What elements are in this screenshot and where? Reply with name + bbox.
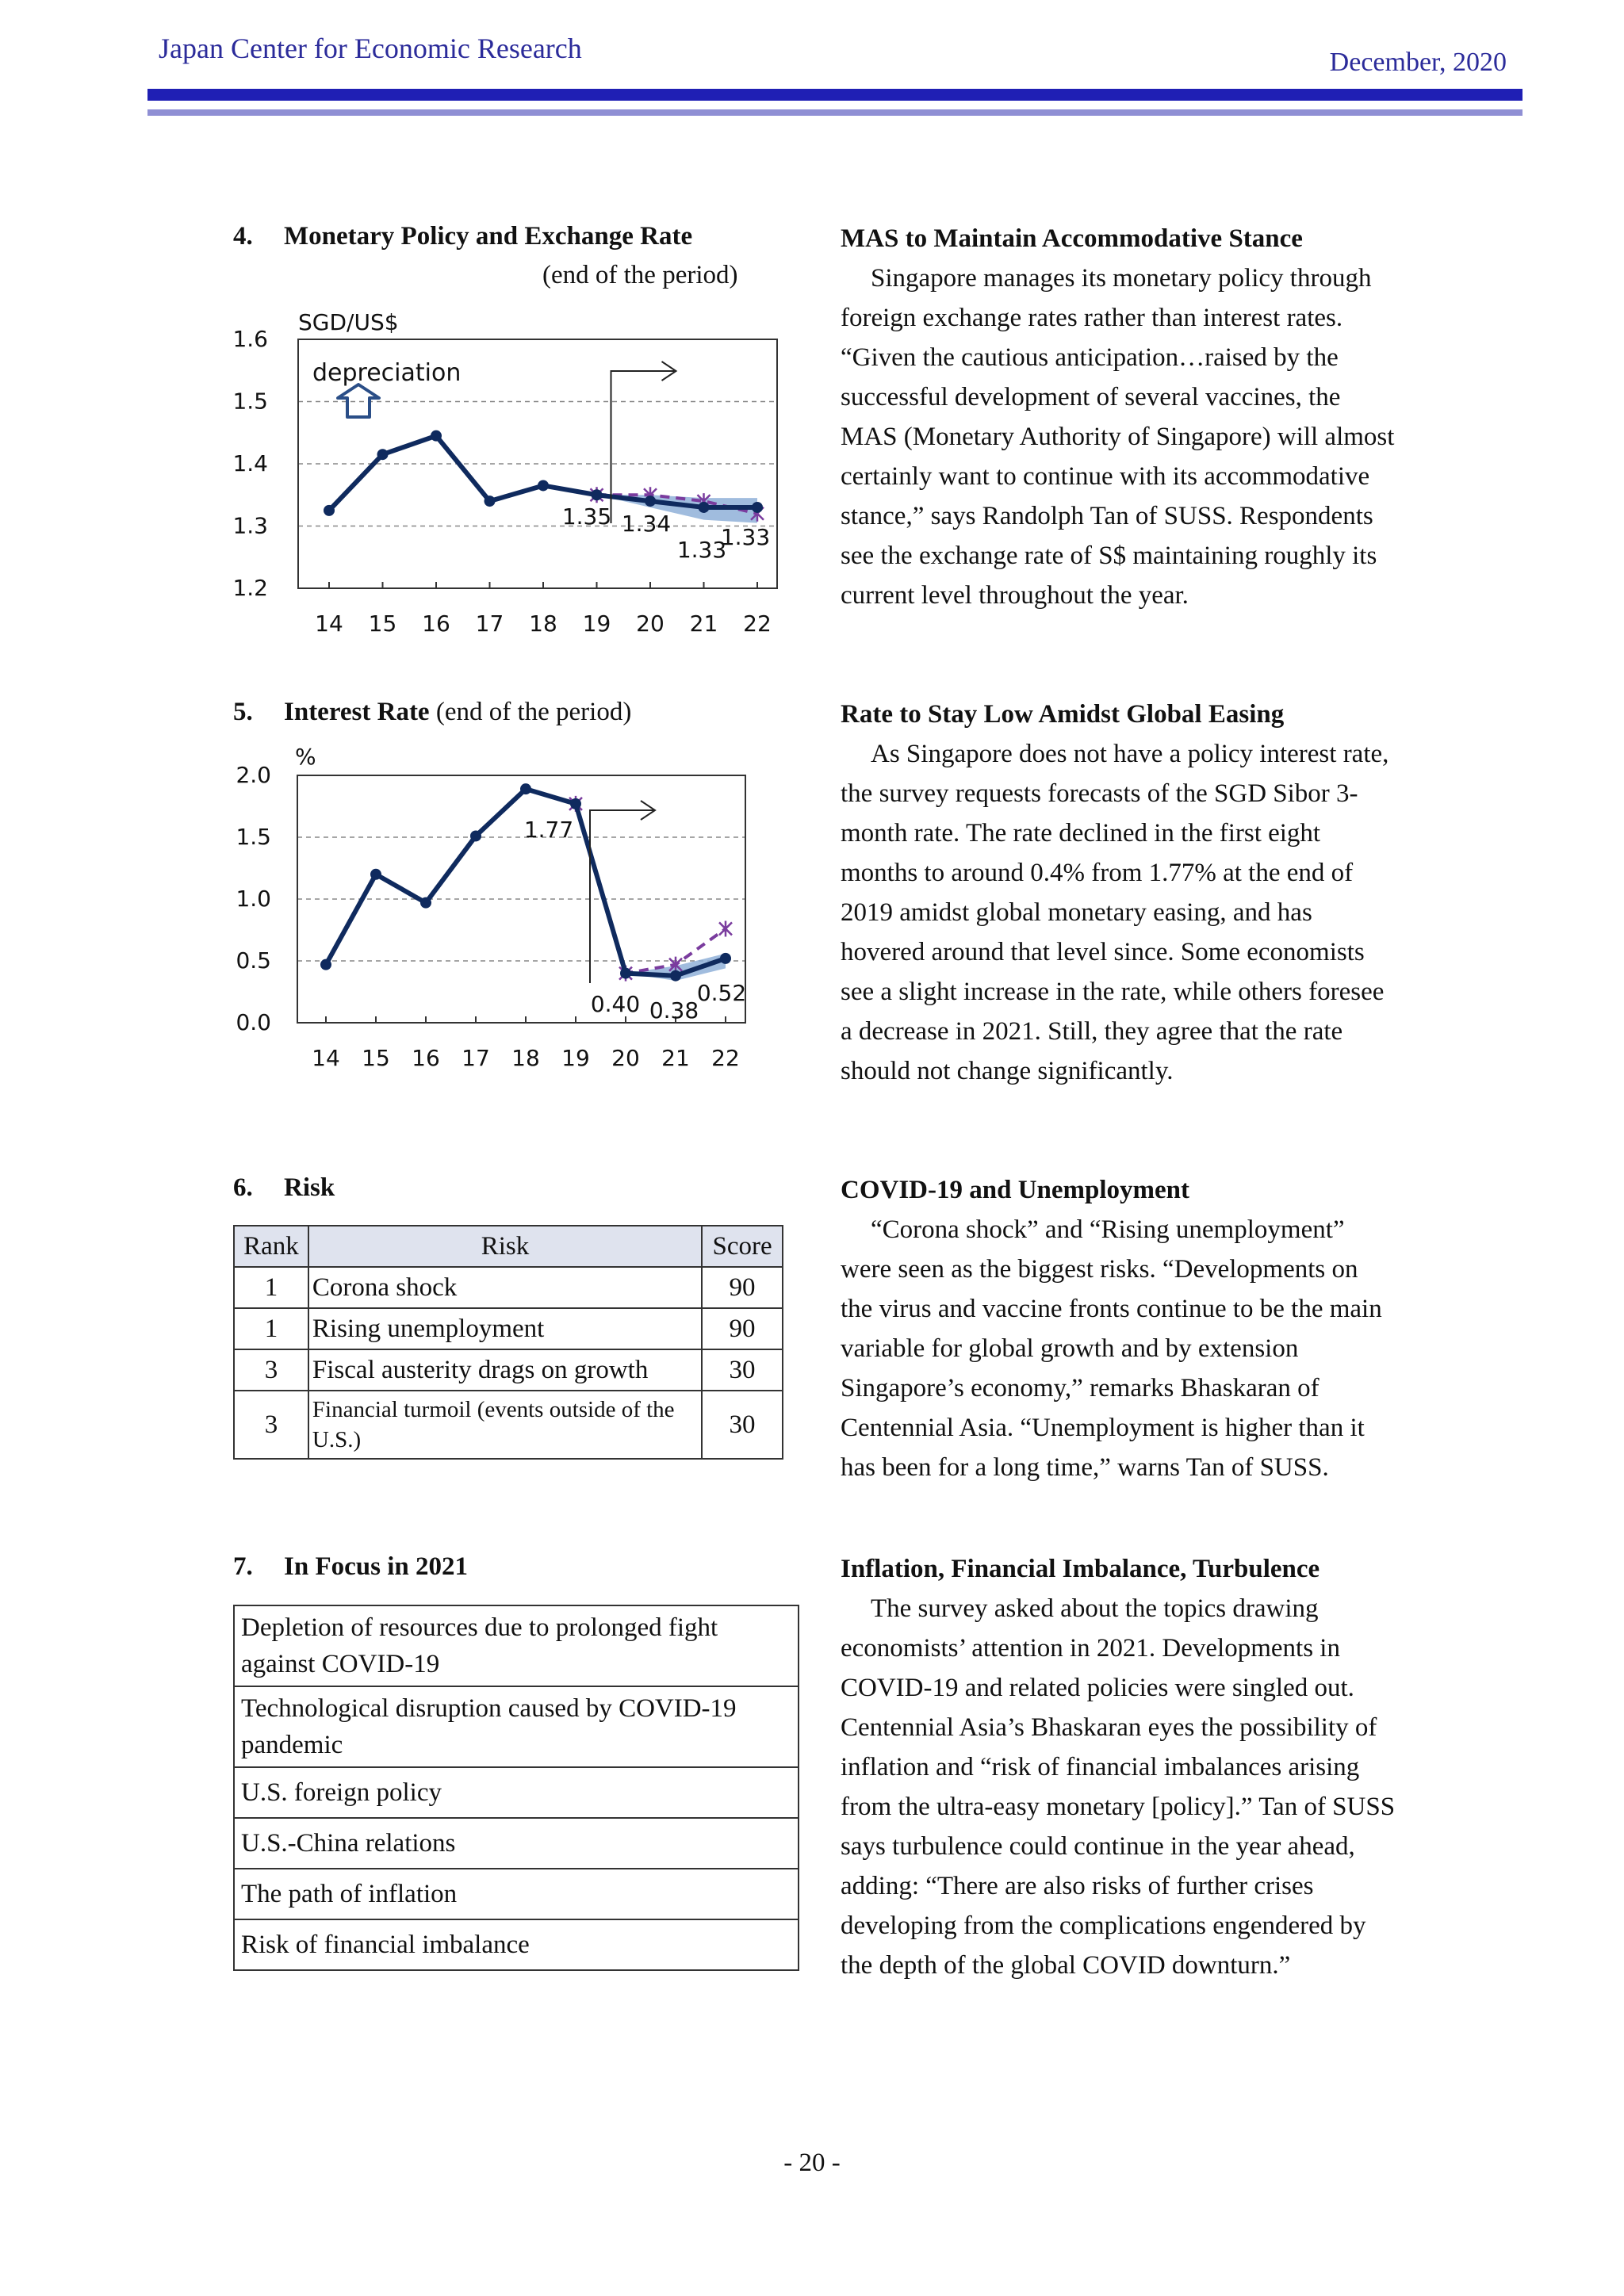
table-row — [234, 1605, 799, 1686]
data-label: 1.33 — [676, 537, 727, 563]
actual-point — [370, 869, 381, 880]
table-row — [234, 1767, 799, 1818]
up-arrow-icon — [338, 385, 379, 417]
focus-item: Risk of financial imbalance — [234, 1919, 799, 1970]
focus-item: Depletion of resources due to prolonged fight against COVID-19 — [234, 1605, 799, 1686]
y-tick-label: 0.0 — [236, 1009, 271, 1035]
data-label: 1.33 — [720, 524, 771, 550]
risk-score: 30 — [702, 1391, 783, 1459]
actual-point — [320, 959, 331, 970]
section-5-title — [233, 698, 631, 727]
y-tick-label: 1.4 — [232, 450, 268, 476]
data-label: 1.77 — [523, 817, 574, 843]
table-row — [234, 1818, 799, 1869]
risk-score: 90 — [702, 1267, 783, 1308]
y-tick-label: 2.0 — [236, 762, 271, 788]
article-covid-heading: COVID-19 and Unemployment — [841, 1176, 1190, 1204]
focus-item: U.S.-China relations — [234, 1818, 799, 1869]
risk-table — [233, 1225, 783, 1460]
x-tick-label: 14 — [312, 1045, 340, 1071]
risk-header-score: Score — [702, 1226, 783, 1267]
actual-point — [645, 496, 656, 507]
actual-point — [420, 897, 431, 909]
y-tick-label: 1.0 — [236, 886, 271, 912]
header-rule-thick — [147, 89, 1522, 101]
x-tick-label: 17 — [475, 610, 504, 637]
y-tick-label: 1.5 — [236, 824, 271, 850]
actual-point — [670, 970, 681, 982]
table-row — [234, 1869, 799, 1919]
article-covid-body: “Corona shock” and “Rising unemployment” were seen as the biggest risks. “Developments on the virus and vaccine fronts continue to be the main variable for global growth and by extension Singapore’s economy,” remarks Bhaskaran of Centennial Asia. “Unemployment is higher than it has been for a long time,” warns Tan of SUSS. — [841, 1215, 1382, 1482]
unit-label: % — [295, 744, 316, 770]
actual-point — [485, 496, 496, 507]
risk-name: Financial turmoil (events outside of the U.S.) — [308, 1391, 702, 1459]
actual-point — [520, 783, 531, 794]
article-rate-body: As Singapore does not have a policy interest rate, the survey requests forecasts of the SGD Sibor 3-month rate. The rate declined in the first eight months to around 0.4% from 1.77% at the end of 2019 amidst global monetary easing, and has hovered around that level since. Some economists see a slight increase in the rate, while others foresee a decrease in 2021. Still, they agree that the rate should not change significantly. — [841, 740, 1389, 1085]
data-label: 1.35 — [561, 503, 612, 530]
x-tick-label: 20 — [636, 610, 665, 637]
page-number: - 20 - — [783, 2149, 841, 2177]
risk-name: Rising unemployment — [308, 1308, 702, 1349]
risk-name: Corona shock — [308, 1267, 702, 1308]
actual-point — [592, 489, 603, 500]
section-5-note: (end of the period) — [435, 698, 632, 726]
data-label: 0.38 — [649, 997, 699, 1024]
risk-score: 30 — [702, 1349, 783, 1391]
article-inflation-body: The survey asked about the topics drawing economists’ attention in 2021. Developments in COVID-19 and related policies were singled out. Centennial Asia’s Bhaskaran eyes the possibility of inflation and “risk of financial imbalances arising from the ultra-easy monetary [policy].” Tan of SUSS says turbulence could continue in the year ahead, adding: “There are also risks of further crises developing from the complications engendered by the depth of the global COVID downturn.” — [841, 1594, 1396, 1980]
actual-point — [620, 968, 631, 979]
header-organization: Japan Center for Economic Research — [159, 33, 582, 64]
x-tick-label: 17 — [462, 1045, 490, 1071]
section-4-note: (end of the period) — [542, 261, 738, 289]
risk-rank: 1 — [234, 1308, 308, 1349]
interest-rate-chart-svg — [230, 745, 801, 1094]
actual-point — [699, 502, 710, 513]
x-tick-label: 22 — [743, 610, 772, 637]
y-tick-label: 0.5 — [236, 947, 271, 974]
risk-rank: 3 — [234, 1391, 308, 1459]
risk-header-rank: Rank — [234, 1226, 308, 1267]
x-tick-label: 16 — [422, 610, 450, 637]
header-date: December, 2020 — [1329, 48, 1507, 77]
data-label: 0.52 — [696, 980, 747, 1006]
risk-table-header — [234, 1226, 783, 1267]
section-5-heading: Interest Rate — [284, 698, 430, 726]
header-rule-thin — [147, 109, 1522, 116]
data-label: 1.34 — [621, 511, 672, 537]
section-7-number: 7. — [233, 1552, 253, 1581]
table-row — [234, 1267, 783, 1308]
x-tick-label: 21 — [661, 1045, 690, 1071]
actual-point — [431, 430, 442, 442]
data-label: 0.40 — [590, 991, 641, 1017]
table-row — [234, 1349, 783, 1391]
x-tick-label: 14 — [315, 610, 343, 637]
actual-point — [470, 830, 481, 841]
risk-score: 90 — [702, 1308, 783, 1349]
focus-item: U.S. foreign policy — [234, 1767, 799, 1818]
exchange-rate-chart-svg — [230, 301, 801, 650]
section-7-heading: In Focus in 2021 — [284, 1552, 468, 1581]
article-covid — [841, 1170, 1396, 1487]
y-tick-label: 1.2 — [232, 575, 268, 601]
section-6-number: 6. — [233, 1173, 253, 1202]
actual-point — [720, 953, 731, 964]
section-7-title — [233, 1552, 468, 1582]
article-mas — [841, 219, 1396, 615]
article-inflation-heading: Inflation, Financial Imbalance, Turbulence — [841, 1555, 1320, 1583]
section-5-number: 5. — [233, 698, 253, 726]
unit-label: SGD/US$ — [298, 309, 399, 335]
section-6-title — [233, 1173, 335, 1203]
x-tick-label: 22 — [711, 1045, 740, 1071]
table-row — [234, 1919, 799, 1970]
x-tick-label: 19 — [582, 610, 611, 637]
actual-point — [538, 480, 549, 491]
y-tick-label: 1.5 — [232, 388, 268, 415]
focus-table — [233, 1605, 799, 1971]
x-tick-label: 15 — [368, 610, 397, 637]
x-tick-label: 20 — [611, 1045, 640, 1071]
section-4-heading: Monetary Policy and Exchange Rate — [284, 222, 693, 251]
x-tick-label: 19 — [561, 1045, 590, 1071]
risk-name: Fiscal austerity drags on growth — [308, 1349, 702, 1391]
x-tick-label: 21 — [689, 610, 718, 637]
risk-rank: 3 — [234, 1349, 308, 1391]
section-4-title — [233, 222, 692, 251]
exchange-rate-chart — [230, 301, 801, 650]
interest-rate-chart — [230, 745, 801, 1094]
risk-header-risk: Risk — [308, 1226, 702, 1267]
table-row — [234, 1308, 783, 1349]
forecast-point — [719, 920, 732, 936]
article-mas-heading: MAS to Maintain Accommodative Stance — [841, 224, 1303, 253]
article-inflation — [841, 1549, 1396, 1985]
x-tick-label: 18 — [529, 610, 557, 637]
table-row — [234, 1686, 799, 1767]
depreciation-annotation: depreciation — [312, 359, 462, 387]
x-tick-label: 15 — [362, 1045, 390, 1071]
article-mas-body: Singapore manages its monetary policy through foreign exchange rates rather than interest rates. “Given the cautious anticipation…raised by the successful development of several vaccines, the MAS (Monetary Authority of Singapore) will almost certainly want to continue with its accommodative stance,” says Randolph Tan of SUSS. Respondents see the exchange rate of S$ maintaining roughly its current level throughout the year. — [841, 264, 1395, 610]
actual-point — [324, 505, 335, 516]
actual-point — [377, 449, 389, 460]
x-tick-label: 18 — [511, 1045, 540, 1071]
y-tick-label: 1.6 — [232, 326, 268, 352]
y-tick-label: 1.3 — [232, 512, 268, 539]
table-row — [234, 1391, 783, 1459]
section-4-number: 4. — [233, 222, 253, 251]
actual-point — [752, 502, 763, 513]
x-tick-label: 16 — [412, 1045, 440, 1071]
focus-item: Technological disruption caused by COVID-19 pandemic — [234, 1686, 799, 1767]
section-6-heading: Risk — [284, 1173, 335, 1202]
article-rate — [841, 695, 1396, 1091]
article-rate-heading: Rate to Stay Low Amidst Global Easing — [841, 700, 1285, 729]
focus-item: The path of inflation — [234, 1869, 799, 1919]
actual-point — [570, 798, 581, 809]
risk-rank: 1 — [234, 1267, 308, 1308]
forecast-line — [576, 804, 726, 974]
